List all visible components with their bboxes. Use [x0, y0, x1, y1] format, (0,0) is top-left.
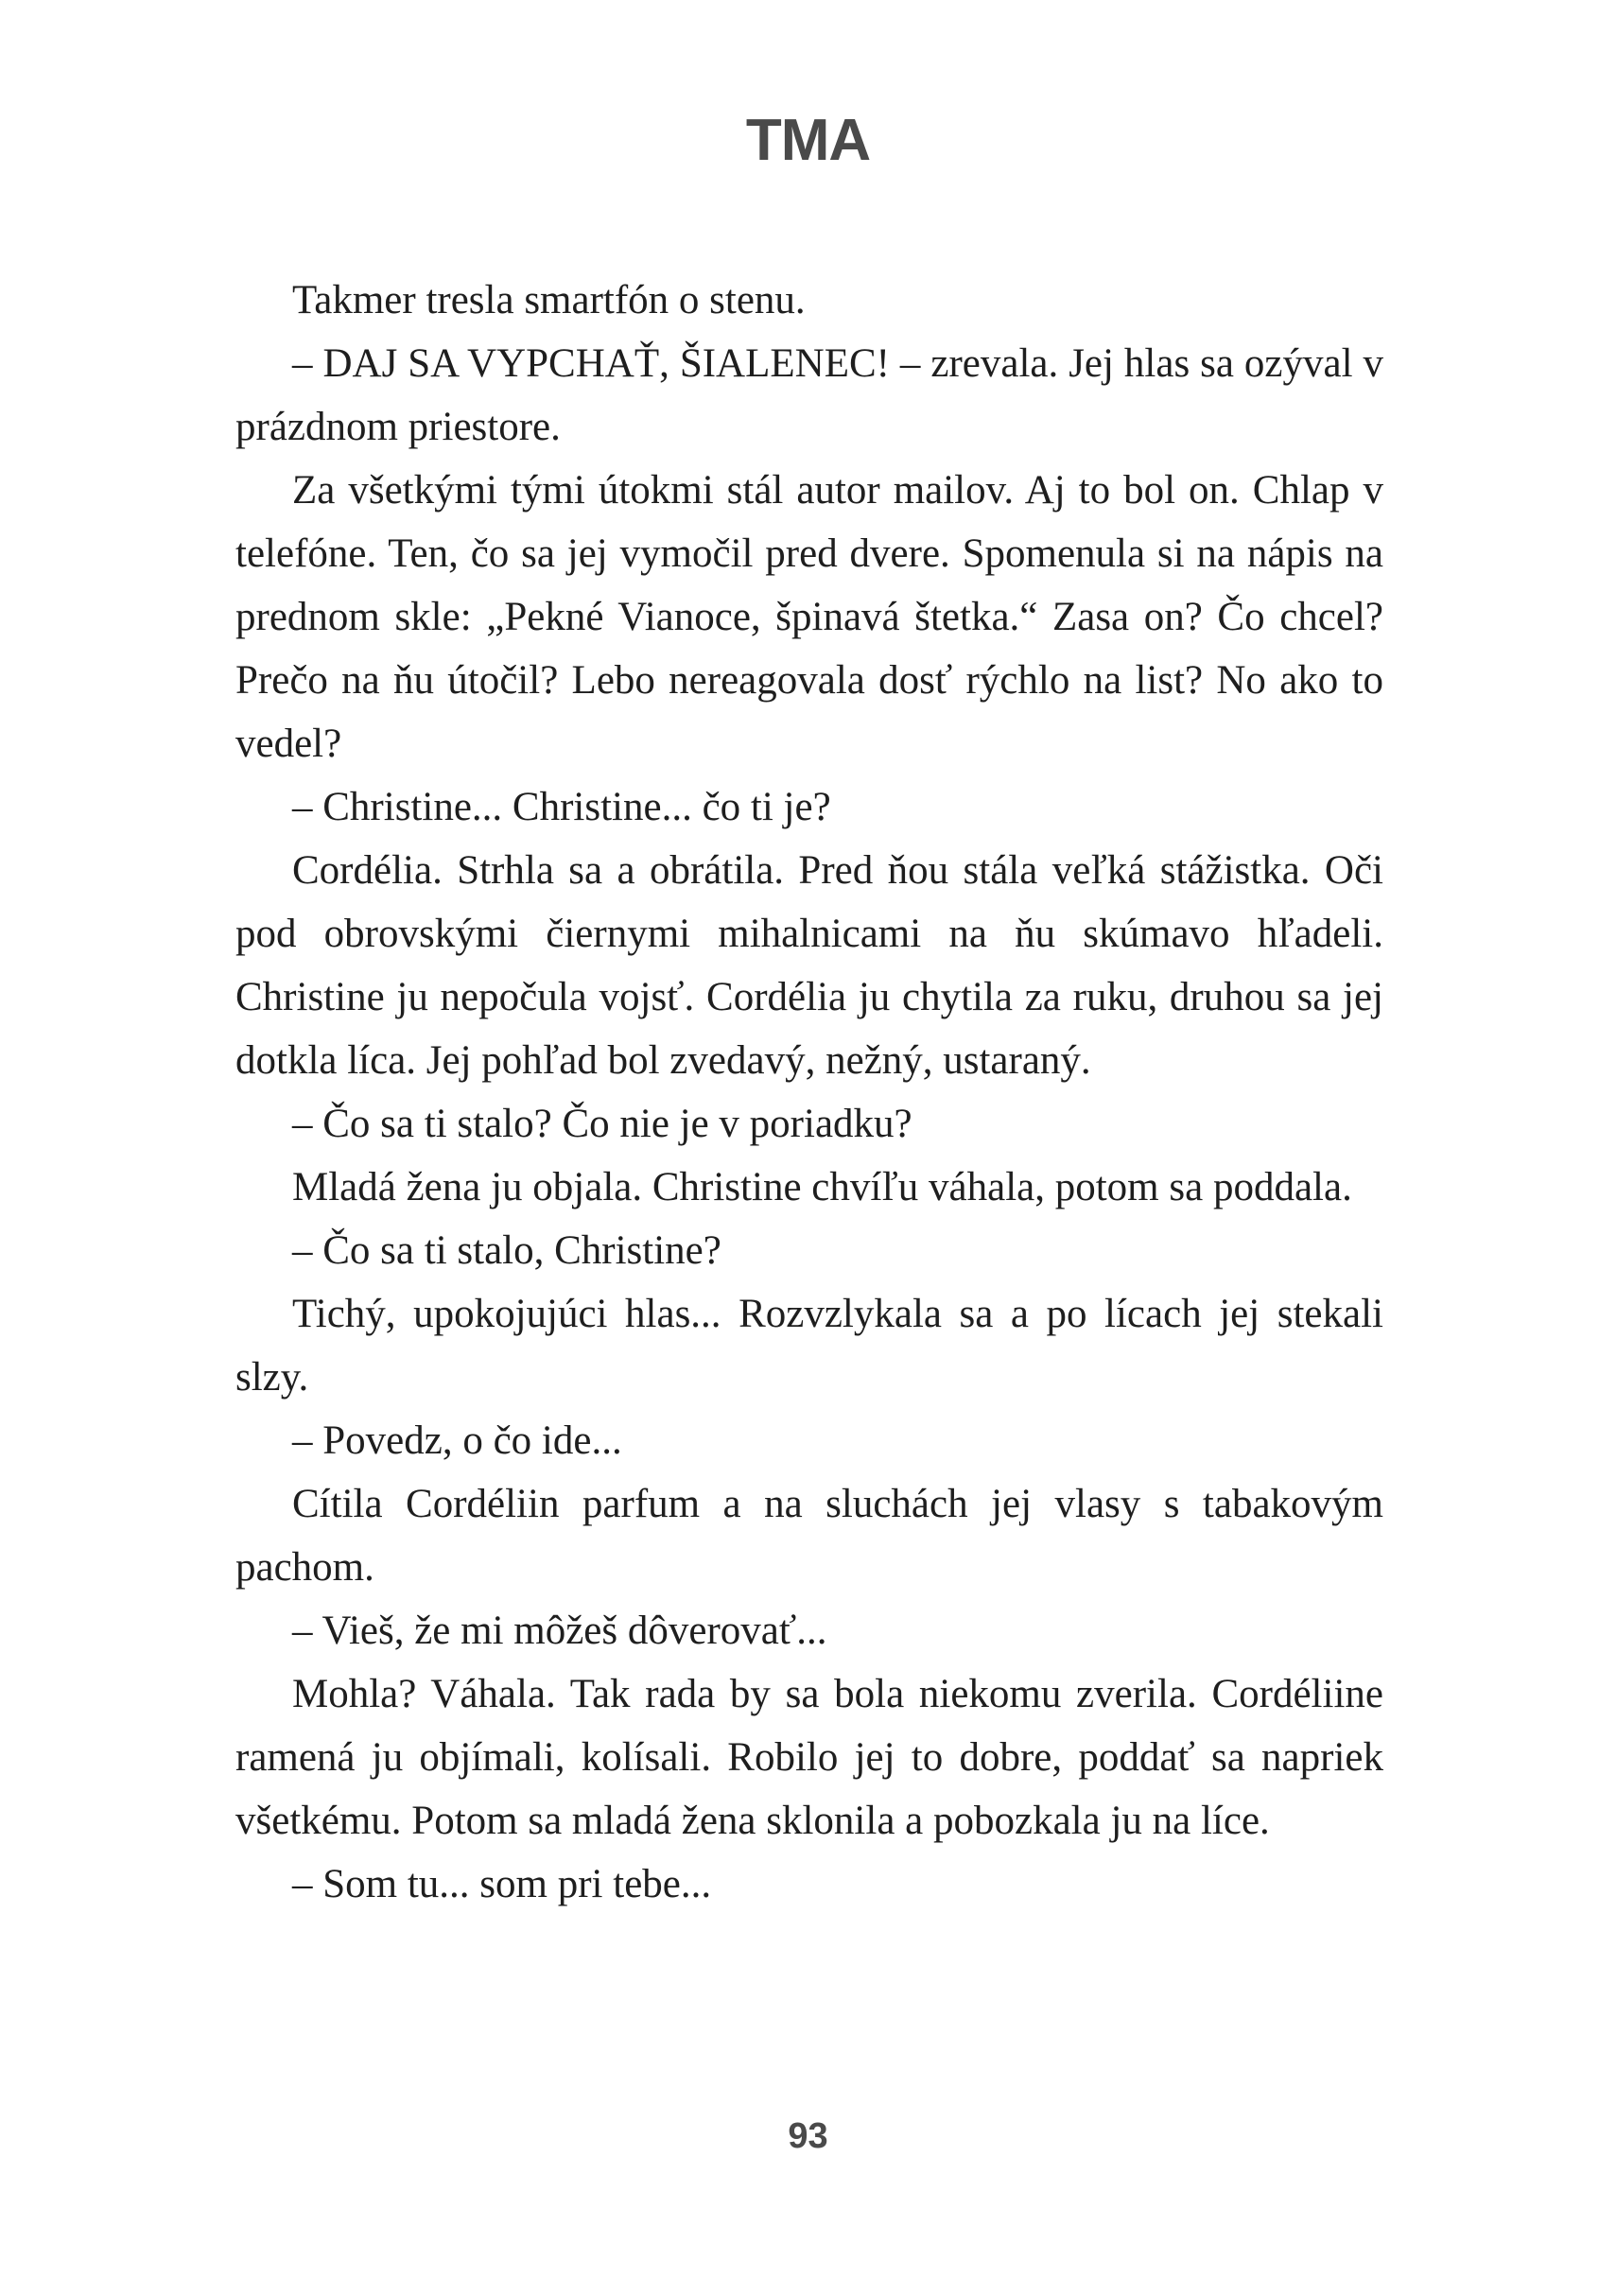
- paragraph: – Povedz, o čo ide...: [292, 1418, 622, 1463]
- paragraph: Mohla? Váhala. Tak rada by sa bola niekomu zverila. Cordéliine ramená ju objímali, kolísali. Robilo jej to dobre, poddať sa napriek všetkému. Potom sa mladá žena sklonila a pobozkala ju na líce.: [235, 1672, 1383, 1843]
- paragraph: – Čo sa ti stalo, Christine?: [292, 1228, 721, 1273]
- paragraph: Takmer tresla smartfón o stenu.: [292, 278, 806, 322]
- running-title: TMA: [745, 108, 871, 173]
- paragraph: Cítila Cordéliin parfum a na sluchách jej vlasy s tabakovým pachom.: [235, 1482, 1383, 1590]
- paragraph: – Som tu... som pri tebe...: [292, 1862, 712, 1906]
- paragraph: Tichý, upokojujúci hlas... Rozvzlykala sa a po lícach jej stekali slzy.: [235, 1292, 1383, 1400]
- paragraph: – Christine... Christine... čo ti je?: [292, 785, 831, 829]
- paragraph: Za všetkými tými útokmi stál autor mailov. Aj to bol on. Chlap v telefóne. Ten, čo sa jej vymočil pred dvere. Spomenula si na nápis na prednom skle: „Pekné Vianoce, špinavá štetka.“ Zasa on? Čo chcel? Prečo na ňu útočil? Lebo nereagovala dosť rýchlo na list? No ako to vedel?: [235, 468, 1383, 766]
- paragraph: – DAJ SA VYPCHAŤ, ŠIALENEC! – zrevala. Jej hlas sa ozýval v prázdnom priestore.: [235, 341, 1383, 449]
- paragraph: – Čo sa ti stalo? Čo nie je v poriadku?: [292, 1102, 912, 1146]
- paragraph: Cordélia. Strhla sa a obrátila. Pred ňou stála veľká stážistka. Oči pod obrovskými čiernymi mihalnicami na ňu skúmavo hľadeli. Christine ju nepočula vojsť. Cordélia ju chytila za ruku, druhou sa jej dotkla líca. Jej pohľad bol zvedavý, nežný, ustaraný.: [235, 848, 1383, 1083]
- paragraph: – Vieš, že mi môžeš dôverovať...: [292, 1609, 827, 1653]
- page-number: 93: [788, 2116, 828, 2156]
- paragraph: Mladá žena ju objala. Christine chvíľu váhala, potom sa poddala.: [292, 1165, 1352, 1209]
- body-text: [235, 269, 1383, 1916]
